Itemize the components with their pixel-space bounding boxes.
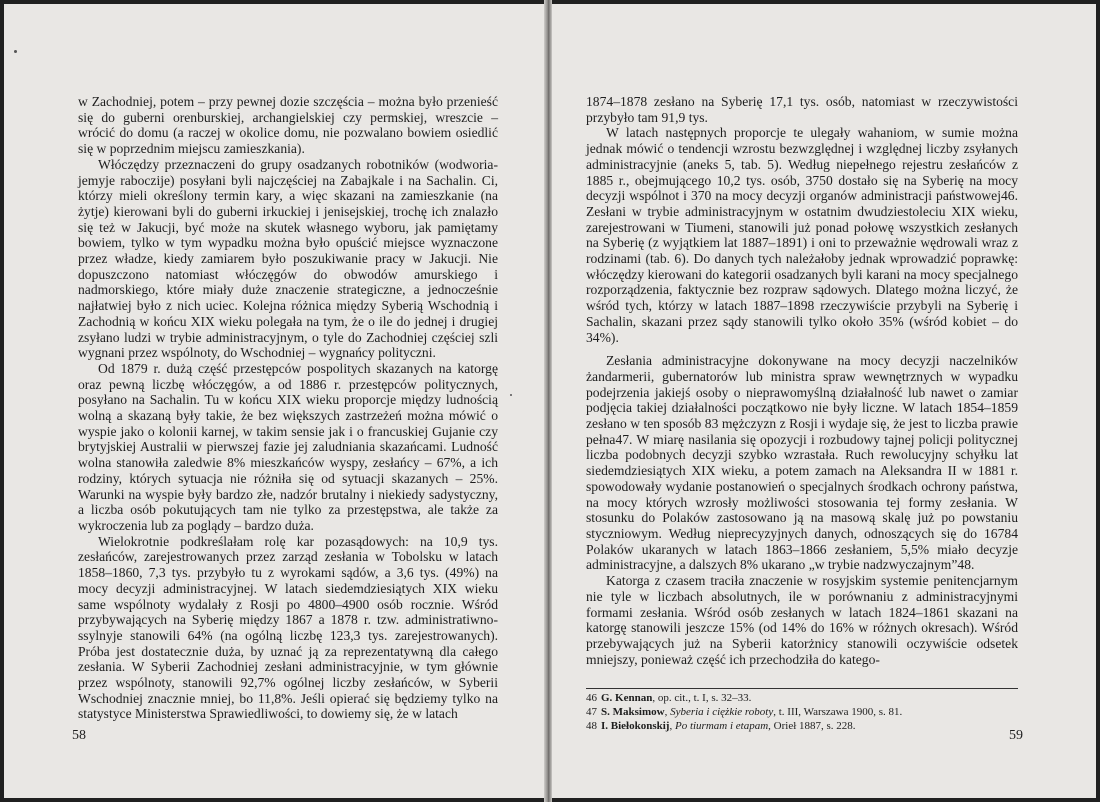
right-body-text <box>586 94 1018 667</box>
footnote-title: Syberia i ciężkie roboty <box>670 706 774 718</box>
paragraph: w Zachodniej, potem – przy pewnej dozie szczęścia – można było przenieść się do guberni orenburskiej, archangielskiej czy permskiej, wreszcie – wrócić do domu (a raczej w okolice domu, nie pozwalano bowiem osiedlić się w poprzednim miejscu zamieszkania). <box>78 94 498 157</box>
footnote <box>586 691 1018 705</box>
footnote-title: Po tiurmam i etapam <box>674 720 769 732</box>
footnote-number: 48 <box>586 720 597 732</box>
left-page <box>4 4 544 798</box>
paragraph: Wielokrotnie podkreślałam rolę kar pozasądowych: na 10,9 tys. zesłańców, zarejestrowanych przez zarząd zesłania w Tobolsku w latach 1858–1860, 7,3 tys. przybyło tu z wyrokami sądów, a 3,6 tys. (49%) na mocy decyzji administracyjnej. W latach siedemdziesiątych XIX wieku same wspólnoty wydalały z Rosji po 4800–4900 osób rocznie. Wśród przybywających na Syberię między 1867 a 1878 r. tzw. administratiwno-ssylnyje stanowili 64% (na ogólną liczbę 123,3 tys. zarejestrowanych). Próba jest dostatecznie duża, by uznać ją za reprezentatywną dla całego zesłania. W Syberii Zachodniej zesłani administracyjnie, w tym głównie przez wspólnoty, stanowili 92,7% ogólnej liczby zesłańców, w Syberii Wschodniej znacznie mniej, bo 11,8%. Jeśli opierać się będziemy tylko na statystyce Ministerstwa Sprawiedliwości, to dowiemy się, że w latach <box>78 533 498 722</box>
footnote <box>586 705 1018 719</box>
footnote-separator: , <box>669 720 675 732</box>
footnote-number: 46 <box>586 692 597 704</box>
right-page <box>552 4 1096 798</box>
footnote-author: S. Maksimow <box>601 706 665 718</box>
page-number: 58 <box>72 728 86 743</box>
paragraph: W latach następnych proporcje te ulegały wahaniom, w sumie można jednak mówić o tendencji wzrostu bezwzględnej i względnej liczby zsyłanych administracyjnie (aneks 5, tab. 5). Według niepełnego rejestru zesłańców z 1885 r., obejmującego 10,2 tys. osób, 3750 dostało się na Syberię na mocy decyzji wspólnot i 370 na mocy decyzji organów administracji państwowej46. Zesłani w trybie administracyjnym w ostatnim dwudziestoleciu XIX wieku, zarejestrowani w Tiumeni, stanowili już ponad połowę wszystkich zesłanych na Syberię (z wyjątkiem lat 1887–1891) i oni to przeważnie wędrowali wraz z rodzinami (tab. 6). Do danych tych należałoby jednak wprowadzić poprawkę: włóczędzy kierowani do kategorii osadzanych byli karani na mocy specjalnego rozporządzenia, faktycznie bez rozpraw sądowych. Dlatego można liczyć, że wśród tych, którzy w latach 1887–1898 rzeczywiście przybyli na Syberię i Sachalin, skazani przez sądy stanowili tylko około 35% (wśród kobiet – do 34%). <box>586 125 1018 345</box>
page-number: 59 <box>1009 728 1023 743</box>
paragraph: Włóczędzy przeznaczeni do grupy osadzanych robotników (wodworia-jemyje raboczije) posyłani byli najczęściej na Zabajkale i na Sachalin. Ci, którzy mieli określony termin kary, a więc skazani na zamieszkanie (na żytje) kierowani byli do guberni irkuckiej i jenisejskiej, trochę ich znalazło się też w Jakucji, być może na skutek własnego wyboru, jak pamiętamy bowiem, tylko w tym wypadku można było opuścić miejsce wyznaczone przez władze, kiedy zamiarem było poszukiwanie pracy w Jakucji. Nie dopuszczono natomiast włóczęgów do obwodów amurskiego i nadmorskiego, które miały duże znaczenie strategiczne, a jednocześnie najłatwiej było z nich uciec. Kolejna różnica między Syberią Wschodnią i Zachodnią w końcu XIX wieku polegała na tym, że o ile do jednej i drugiej zsyłano ludzi w trybie administracyjnym, o tyle do Zachodniej częściej szli wygnani przez wspólnoty, do Wschodniej – wygnańcy polityczni. <box>78 156 498 361</box>
footnotes <box>586 688 1018 733</box>
book-gutter <box>544 0 552 802</box>
footnote-author: G. Kennan <box>601 692 653 704</box>
footnote-rest: , Orieł 1887, s. 228. <box>768 720 856 732</box>
paragraph: Zesłania administracyjne dokonywane na mocy decyzji naczelników żandarmerii, gubernatorów lub ministra spraw wewnętrznych w wypadku podejrzenia jakiejś osoby o nieprawomyślną działalność lub nawet o zamiar podjęcia takiej działalności początkowo nie były liczne. W latach 1854–1859 zesłano w ten sposób 83 mężczyzn z Rosji i wydaje się, że jest to liczba prawie pełna47. W miarę nasilania się opozycji i rozbudowy tajnej policji politycznej liczba podobnych decyzji szybko wzrastała. Ruch rewolucyjny schyłku lat siedemdziesiątych XIX wieku, a potem zamach na Aleksandra II w 1881 r. spowodowały wydanie postanowień o specjalnych środkach ochrony państwa, na mocy których wzrosły możliwości stosowania tej formy zesłania. W stosunku do Polaków zastosowano ją na masową skalę już po powstaniu styczniowym. Według nieprecyzyjnych danych, odnoszących się do 16784 Polaków ukaranych w latach 1863–1866 zesłaniem, 5,5% miało decyzje administracyjne, a dalszych 8% ukarano „w trybie nadzwyczajnym”48. <box>586 353 1018 573</box>
speck <box>510 394 512 396</box>
footnote-rest: , t. III, Warszawa 1900, s. 81. <box>773 706 903 718</box>
speck <box>14 50 17 53</box>
left-body-text <box>78 94 498 722</box>
footnote-number: 47 <box>586 706 597 718</box>
footnote-rest: , op. cit., t. I, s. 32–33. <box>652 692 752 704</box>
paragraph: Od 1879 r. dużą część przestępców pospolitych skazanych na katorgę oraz pewną liczbę włóczęgów, a od 1886 r. przestępców politycznych, posyłano na Sachalin. Tu w końcu XIX wieku proporcje między ludnością wolną a skazaną były takie, że bez większych zastrzeżeń można mówić o wyspie jako o kolonii karnej, w takim sensie jak i o francuskiej Gujanie czy brytyjskiej Australii w pierwszej fazie jej zaludniania skazańcami. Ludność wolna stanowiła zaledwie 8% mieszkańców wyspy, zesłańcy – 67%, a ich rodziny, których sytuacja nie różniła się od sytuacji skazanych – 25%. Warunki na wyspie były bardzo złe, nadzór brutalny i niekiedy sadystyczny, a liczba osób pokutujących tam nie tylko za przestępstwa, ale także za wykroczenia lub za poglądy – bardzo duża. <box>78 360 498 533</box>
footnote-author: I. Biełokonskij <box>601 720 670 732</box>
paragraph: Katorga z czasem traciła znaczenie w rosyjskim systemie penitencjarnym nie tyle w liczbach absolutnych, ile w porównaniu z administracyjnymi formami zesłania. Wśród osób zesłanych w latach 1824–1861 skazani na katorgę stanowili jeszcze 15% (od 14% do 16% w różnych okresach). Wśród przebywających już na Syberii katorżnicy stanowili oczywiście odsetek mniejszy, ponieważ część ich przechodziła do katego- <box>586 573 1018 667</box>
footnote <box>586 719 1018 733</box>
paragraph: 1874–1878 zesłano na Syberię 17,1 tys. osób, natomiast w rzeczywistości przybyło tam 91,9 tys. <box>586 94 1018 125</box>
footnote-separator: , <box>664 706 671 718</box>
